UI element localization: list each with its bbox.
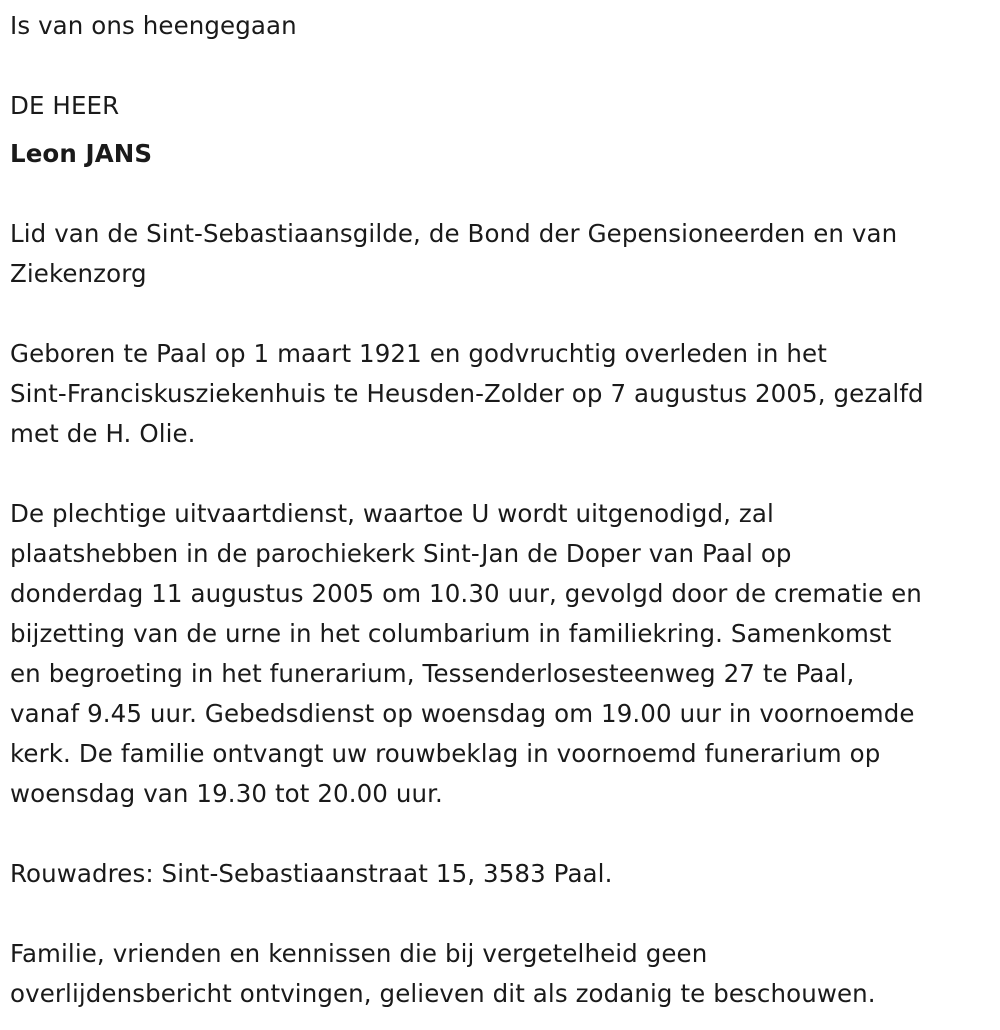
closing-paragraph (10, 934, 990, 1014)
birth-death-line: met de H. Olie. (10, 419, 196, 448)
membership-line: Lid van de Sint-Sebastiaansgilde, de Bond der Gepensioneerden en van (10, 219, 898, 248)
birth-death-paragraph (10, 334, 990, 454)
service-line: bijzetting van de urne in het columbarium in familiekring. Samenkomst (10, 619, 892, 648)
service-line: donderdag 11 augustus 2005 om 10.30 uur, gevolgd door de crematie en (10, 579, 922, 608)
membership-paragraph (10, 214, 990, 294)
closing-line: Familie, vrienden en kennissen die bij vergetelheid geen (10, 939, 708, 968)
honorific: DE HEER (10, 91, 120, 120)
membership-line: Ziekenzorg (10, 259, 147, 288)
intro-line: Is van ons heengegaan (10, 11, 297, 40)
service-line: De plechtige uitvaartdienst, waartoe U wordt uitgenodigd, zal (10, 499, 774, 528)
service-line: en begroeting in het funerarium, Tessenderlosesteenweg 27 te Paal, (10, 659, 855, 688)
service-line: vanaf 9.45 uur. Gebedsdienst op woensdag om 19.00 uur in voornoemde (10, 699, 915, 728)
service-paragraph (10, 494, 990, 814)
closing-line: overlijdensbericht ontvingen, gelieven dit als zodanig te beschouwen. (10, 979, 876, 1008)
service-line: woensdag van 19.30 tot 20.00 uur. (10, 779, 443, 808)
birth-death-line: Sint-Franciskusziekenhuis te Heusden-Zolder op 7 augustus 2005, gezalfd (10, 379, 924, 408)
service-line: kerk. De familie ontvangt uw rouwbeklag in voornoemd funerarium op (10, 739, 881, 768)
deceased-name: Leon JANS (10, 139, 153, 168)
mourning-address: Rouwadres: Sint-Sebastiaanstraat 15, 3583 Paal. (10, 859, 613, 888)
birth-death-line: Geboren te Paal op 1 maart 1921 en godvruchtig overleden in het (10, 339, 827, 368)
obituary-notice (10, 6, 990, 1014)
service-line: plaatshebben in de parochiekerk Sint-Jan de Doper van Paal op (10, 539, 792, 568)
